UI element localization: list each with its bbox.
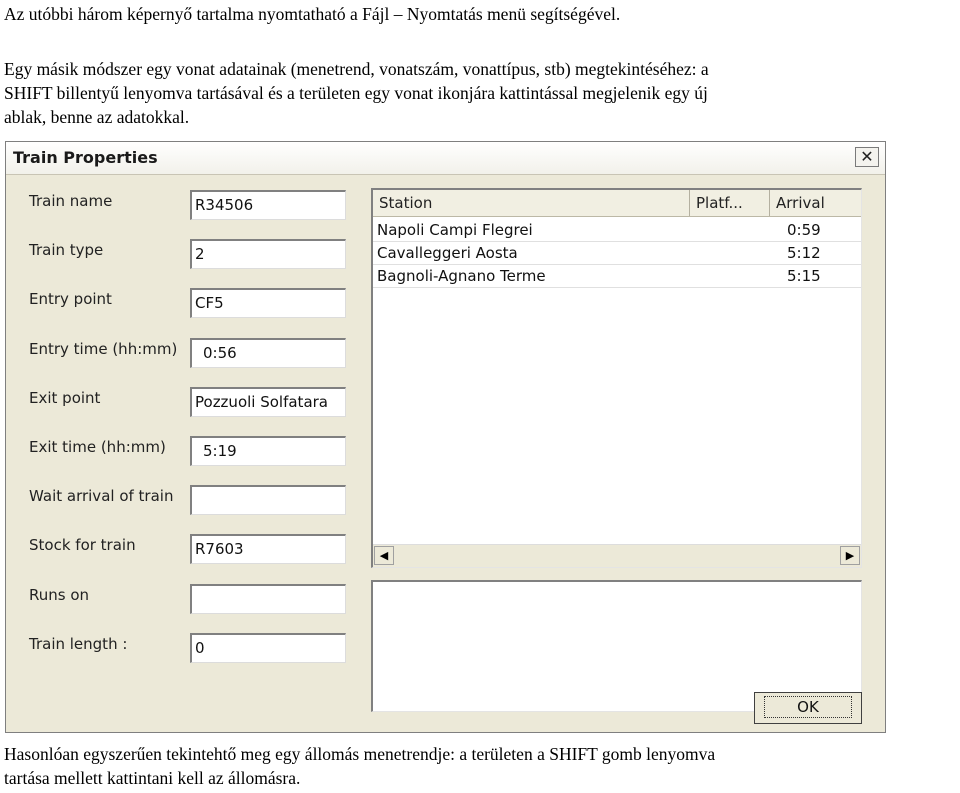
- dialog-title: Train Properties: [13, 148, 158, 167]
- text-line: ablak, benne az adatokkal.: [4, 107, 190, 127]
- exit-time-label: Exit time (hh:mm): [29, 438, 166, 456]
- entry-point-label: Entry point: [29, 290, 112, 308]
- intro-paragraph: Az utóbbi három képernyő tartalma nyomtatható a Fájl – Nyomtatás menü segítségével.: [4, 4, 621, 24]
- scroll-right-button[interactable]: [840, 546, 860, 565]
- train-type-label: Train type: [29, 241, 104, 259]
- column-station[interactable]: Station: [373, 190, 690, 216]
- station-cell: Bagnoli-Agnano Terme: [377, 267, 546, 285]
- runs-on-label: Runs on: [29, 586, 90, 604]
- station-cell: Napoli Campi Flegrei: [377, 221, 533, 239]
- text-line: tartása mellett kattintani kell az állomásra.: [4, 768, 301, 788]
- entry-point-field[interactable]: CF5: [190, 288, 346, 318]
- closing-paragraph: [4, 742, 715, 790]
- entry-time-field[interactable]: 0:56: [190, 338, 346, 368]
- entry-time-label: Entry time (hh:mm): [29, 340, 178, 358]
- train-name-field[interactable]: R34506: [190, 190, 346, 220]
- table-row[interactable]: [373, 219, 861, 242]
- stock-field[interactable]: R7603: [190, 534, 346, 564]
- table-row[interactable]: [373, 242, 861, 265]
- wait-arrival-label: Wait arrival of train: [29, 487, 174, 505]
- column-platform[interactable]: Platf...: [690, 190, 770, 216]
- train-type-field[interactable]: 2: [190, 239, 346, 269]
- ok-button-label: OK: [764, 696, 852, 718]
- close-icon: ✕: [860, 147, 874, 166]
- train-name-label: Train name: [29, 192, 113, 210]
- column-arrival[interactable]: Arrival: [776, 194, 825, 212]
- train-length-label: Train length :: [29, 635, 128, 653]
- arrival-cell: 5:15: [787, 267, 821, 285]
- wait-arrival-field[interactable]: [190, 485, 346, 515]
- arrival-cell: 5:12: [787, 244, 821, 262]
- arrow-right-icon: ▶: [845, 549, 855, 562]
- text-line: SHIFT billentyű lenyomva tartásával és a területen egy vonat ikonjára kattintással megjelenik egy új: [4, 83, 708, 103]
- scroll-left-button[interactable]: [374, 546, 394, 565]
- train-length-field[interactable]: 0: [190, 633, 346, 663]
- train-properties-dialog: [5, 141, 886, 733]
- method-paragraph: [4, 57, 709, 129]
- table-row[interactable]: [373, 265, 861, 288]
- stock-label: Stock for train: [29, 536, 136, 554]
- horizontal-scrollbar[interactable]: [373, 544, 861, 567]
- exit-time-field[interactable]: 5:19: [190, 436, 346, 466]
- close-button[interactable]: [855, 147, 879, 167]
- ok-button[interactable]: [754, 692, 862, 724]
- arrow-left-icon: ◀: [379, 549, 389, 562]
- station-cell: Cavalleggeri Aosta: [377, 244, 518, 262]
- list-header: [373, 190, 861, 217]
- arrival-cell: 0:59: [787, 221, 821, 239]
- text-line: Egy másik módszer egy vonat adatainak (menetrend, vonatszám, vonattípus, stb) megtekintéséhez: a: [4, 59, 709, 79]
- exit-point-label: Exit point: [29, 389, 101, 407]
- runs-on-field[interactable]: [190, 584, 346, 614]
- exit-point-field[interactable]: Pozzuoli Solfatara: [190, 387, 346, 417]
- station-list[interactable]: [371, 188, 862, 568]
- text-line: Hasonlóan egyszerűen tekintehtő meg egy állomás menetrendje: a területen a SHIFT gomb lenyomva: [4, 744, 716, 764]
